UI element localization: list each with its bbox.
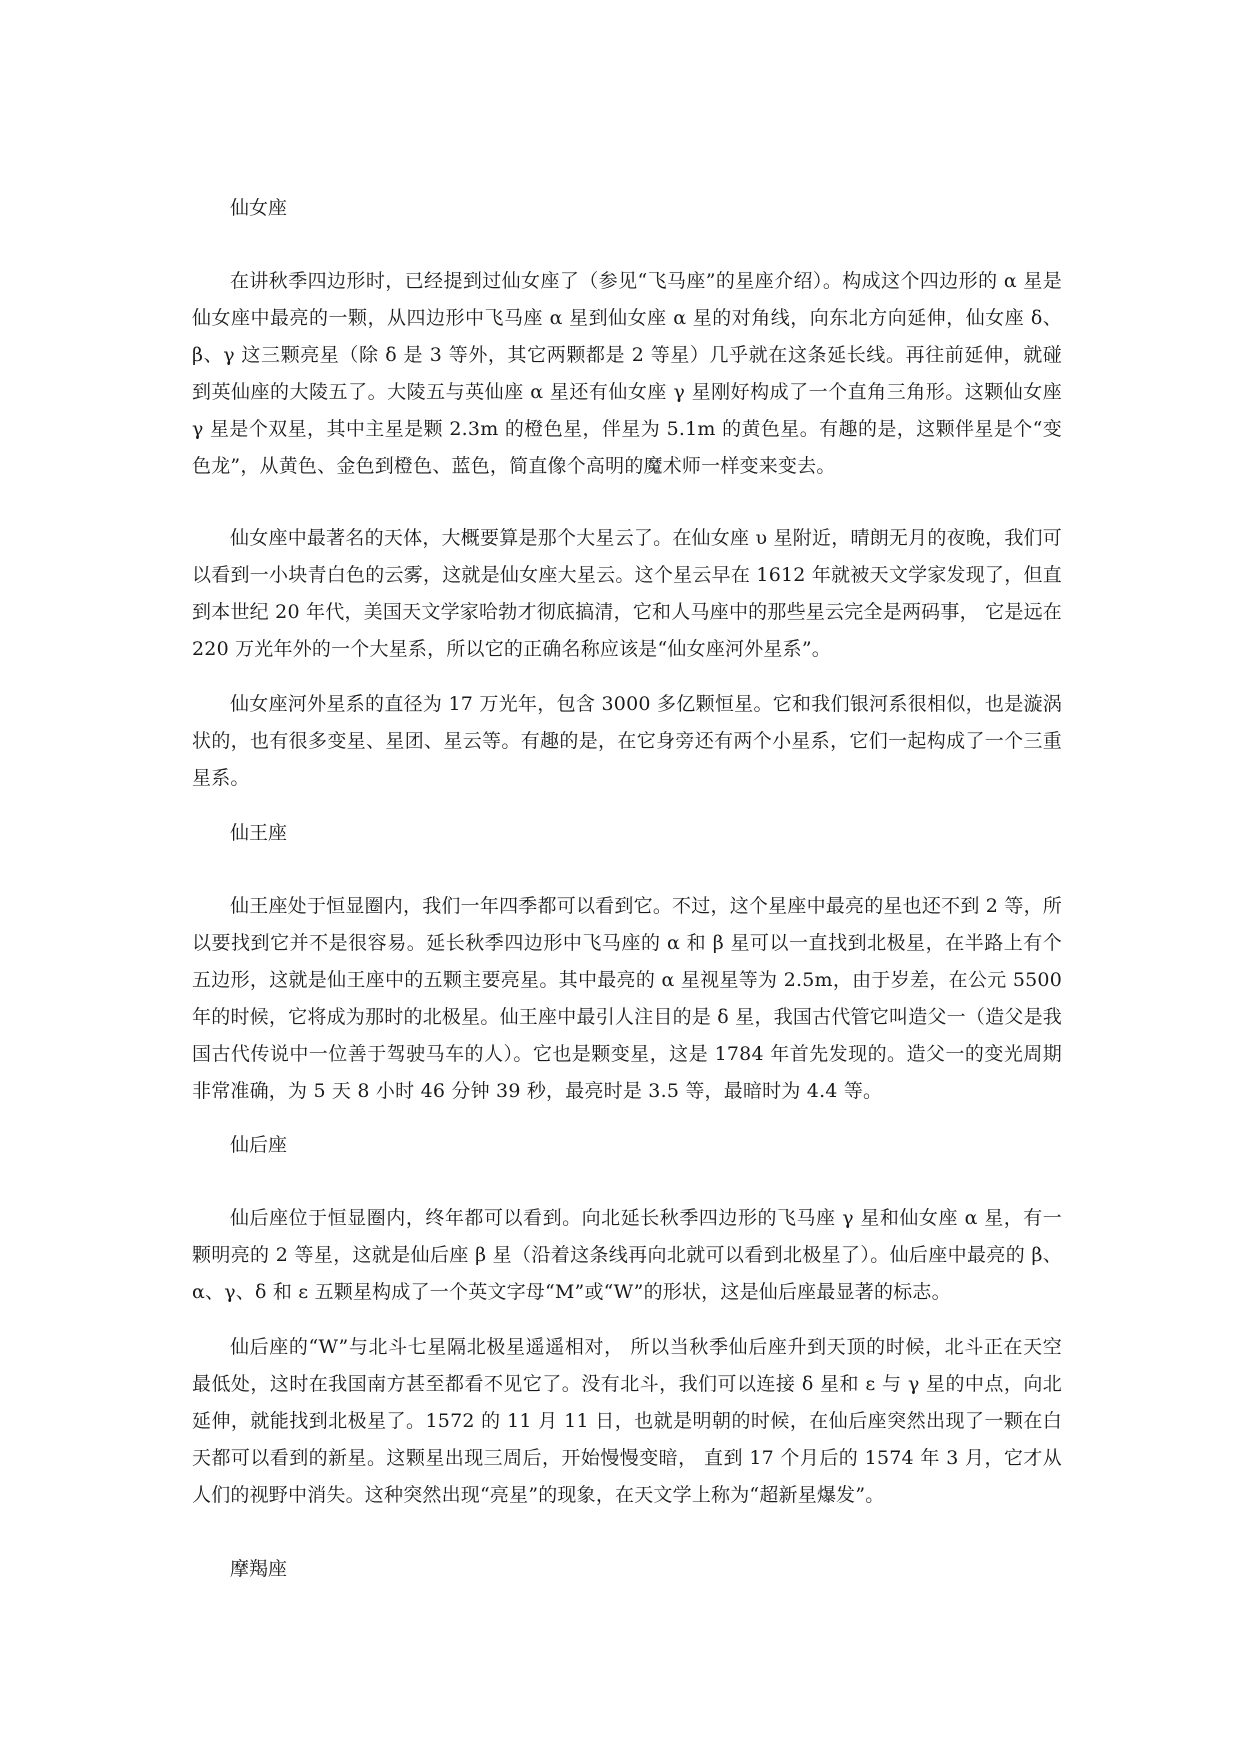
heading-andromeda: 仙女座 — [230, 197, 288, 219]
paragraph-cassiopeia-2: 仙后座的“W”与北斗七星隔北极星遥遥相对， 所以当秋季仙后座升到天顶的时候，北斗正在天空最低处，这时在我国南方甚至都看不见它了。没有北斗，我们可以连接 δ 星和 ε 与 γ 星的中点，向北延伸，就能找到北极星了。1572 的 11 月 11 日，也就是明朝的时候，在仙后座突然出现了一颗在白天都可以看到的新星。这颗星出现三周后，开始慢慢变暗， 直到 17 个月后的 1574 年 3 月，它才从人们的视野中消失。这种突然出现“亮星”的现象，在天文学上称为“超新星爆发”。 — [192, 1336, 1062, 1506]
paragraph-cassiopeia-1: 仙后座位于恒显圈内，终年都可以看到。向北延长秋季四边形的飞马座 γ 星和仙女座 α 星，有一颗明亮的 2 等星，这就是仙后座 β 星（沿着这条线再向北就可以看到北极星了）。仙后座中最亮的 β、α、γ、δ 和 ε 五颗星构成了一个英文字母“M”或“W”的形状，这是仙后座最显著的标志。 — [192, 1207, 1062, 1303]
heading-cassiopeia: 仙后座 — [230, 1134, 288, 1156]
heading-cepheus: 仙王座 — [230, 822, 288, 844]
paragraph-andromeda-1: 在讲秋季四边形时，已经提到过仙女座了（参见“飞马座”的星座介绍）。构成这个四边形的 α 星是仙女座中最亮的一颗，从四边形中飞马座 α 星到仙女座 α 星的对角线，向东北方向延伸，仙女座 δ、β、γ 这三颗亮星（除 δ 是 3 等外，其它两颗都是 2 等星）几乎就在这条延长线。再往前延伸，就碰到英仙座的大陵五了。大陵五与英仙座 α 星还有仙女座 γ 星刚好构成了一个直角三角形。这颗仙女座 γ 星是个双星，其中主星是颗 2.3m 的橙色星，伴星为 5.1m 的黄色星。有趣的是，这颗伴星是个“变色龙”，从黄色、金色到橙色、蓝色，简直像个高明的魔术师一样变来变去。 — [192, 270, 1062, 477]
paragraph-cepheus-1: 仙王座处于恒显圈内，我们一年四季都可以看到它。不过，这个星座中最亮的星也还不到 2 等，所以要找到它并不是很容易。延长秋季四边形中飞马座的 α 和 β 星可以一直找到北极星，在半路上有个五边形，这就是仙王座中的五颗主要亮星。其中最亮的 α 星视星等为 2.5m，由于岁差，在公元 5500 年的时候，它将成为那时的北极星。仙王座中最引人注目的是 δ 星，我国古代管它叫造父一（造父是我国古代传说中一位善于驾驶马车的人）。它也是颗变星，这是 1784 年首先发现的。造父一的变光周期非常准确，为 5 天 8 小时 46 分钟 39 秒，最亮时是 3.5 等，最暗时为 4.4 等。 — [192, 895, 1062, 1102]
paragraph-andromeda-3: 仙女座河外星系的直径为 17 万光年，包含 3000 多亿颗恒星。它和我们银河系很相似，也是漩涡状的，也有很多变星、星团、星云等。有趣的是，在它身旁还有两个小星系，它们一起构成了一个三重星系。 — [192, 693, 1062, 789]
paragraph-andromeda-2: 仙女座中最著名的天体，大概要算是那个大星云了。在仙女座 υ 星附近，晴朗无月的夜晚，我们可以看到一小块青白色的云雾，这就是仙女座大星云。这个星云早在 1612 年就被天文学家发现了，但直到本世纪 20 年代，美国天文学家哈勃才彻底搞清，它和人马座中的那些星云完全是两码事， 它是远在 220 万光年外的一个大星系，所以它的正确名称应该是“仙女座河外星系”。 — [192, 527, 1062, 660]
heading-capricornus: 摩羯座 — [230, 1558, 288, 1580]
